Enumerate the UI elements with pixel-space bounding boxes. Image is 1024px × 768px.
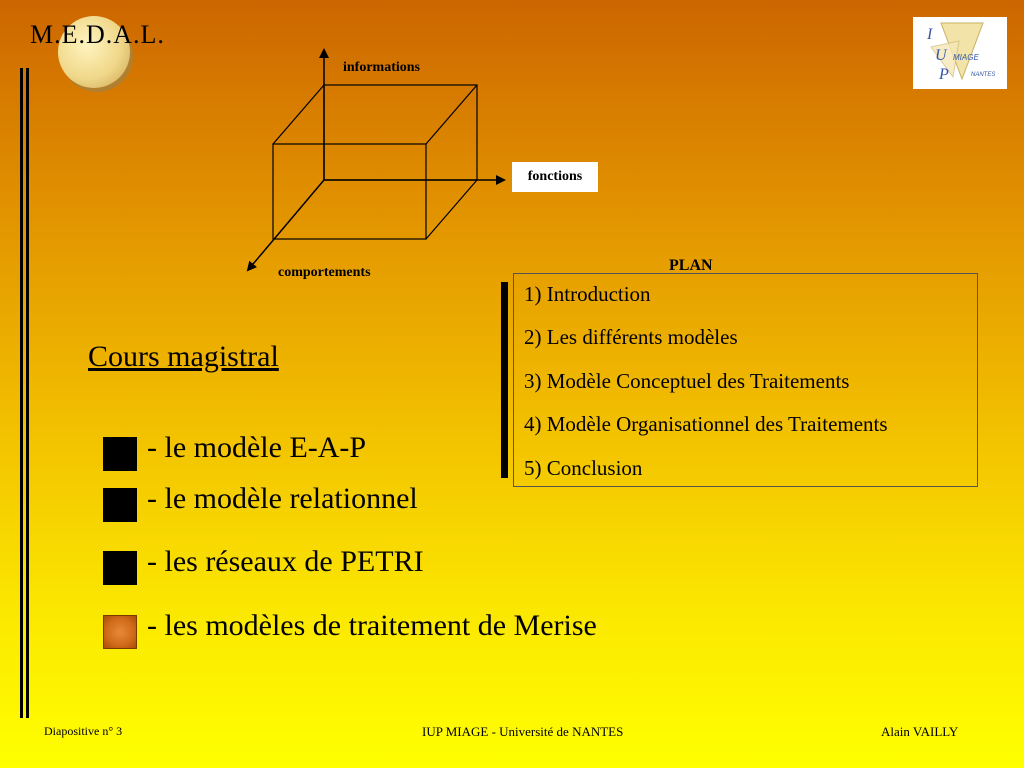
bar-inner bbox=[26, 68, 29, 718]
square-bullet-icon bbox=[103, 437, 137, 471]
bullet-text: - le modèle relationnel bbox=[147, 482, 418, 515]
course-heading: Cours magistral bbox=[88, 340, 279, 373]
square-bullet-icon bbox=[103, 488, 137, 522]
iup-miage-logo bbox=[913, 17, 1007, 89]
axis-label-fonctions: fonctions bbox=[512, 162, 598, 192]
cube-edge bbox=[426, 85, 477, 144]
axis-comportements-line bbox=[248, 180, 324, 270]
plan-item-mot: 4) Modèle Organisationnel des Traitements bbox=[524, 412, 888, 436]
square-bullet-icon bbox=[103, 551, 137, 585]
axis-label-comportements: comportements bbox=[278, 265, 371, 280]
axis-label-informations: informations bbox=[343, 60, 420, 75]
logo-text-nantes: NANTES bbox=[971, 72, 996, 78]
footer-slide-number: Diapositive n° 3 bbox=[44, 724, 123, 738]
presentation-title: M.E.D.A.L. bbox=[30, 20, 165, 49]
plan-item-modeles: 2) Les différents modèles bbox=[524, 325, 738, 349]
orange-square-bullet-icon bbox=[103, 615, 137, 649]
plan-vertical-bar bbox=[501, 282, 508, 478]
plan-item-conclusion: 5) Conclusion bbox=[524, 456, 643, 480]
cube-back-face bbox=[324, 85, 477, 180]
bullet-text: - le modèle E-A-P bbox=[147, 431, 367, 464]
cube-diagram bbox=[240, 40, 520, 280]
bar-outer bbox=[20, 68, 23, 718]
iup-logo-graphic bbox=[913, 17, 1007, 89]
cube-front-face bbox=[273, 144, 426, 239]
left-decorative-bars bbox=[20, 68, 32, 718]
footer-institution: IUP MIAGE - Université de NANTES bbox=[422, 724, 624, 739]
plan-box bbox=[513, 273, 978, 487]
footer-author: Alain VAILLY bbox=[881, 724, 959, 739]
logo-letter-i: I bbox=[927, 26, 933, 43]
bullet-text: - les modèles de traitement de Merise bbox=[147, 609, 597, 642]
logo-letter-u: U bbox=[935, 47, 947, 64]
bullet-text: - les réseaux de PETRI bbox=[147, 545, 424, 578]
cube-edge bbox=[426, 180, 477, 239]
logo-letter-p: P bbox=[939, 66, 949, 83]
cube-edge bbox=[273, 85, 324, 144]
plan-item-mct: 3) Modèle Conceptuel des Traitements bbox=[524, 369, 850, 393]
plan-title: PLAN bbox=[669, 257, 713, 274]
logo-text-miage: MIAGE bbox=[953, 53, 979, 62]
plan-item-introduction: 1) Introduction bbox=[524, 282, 651, 306]
